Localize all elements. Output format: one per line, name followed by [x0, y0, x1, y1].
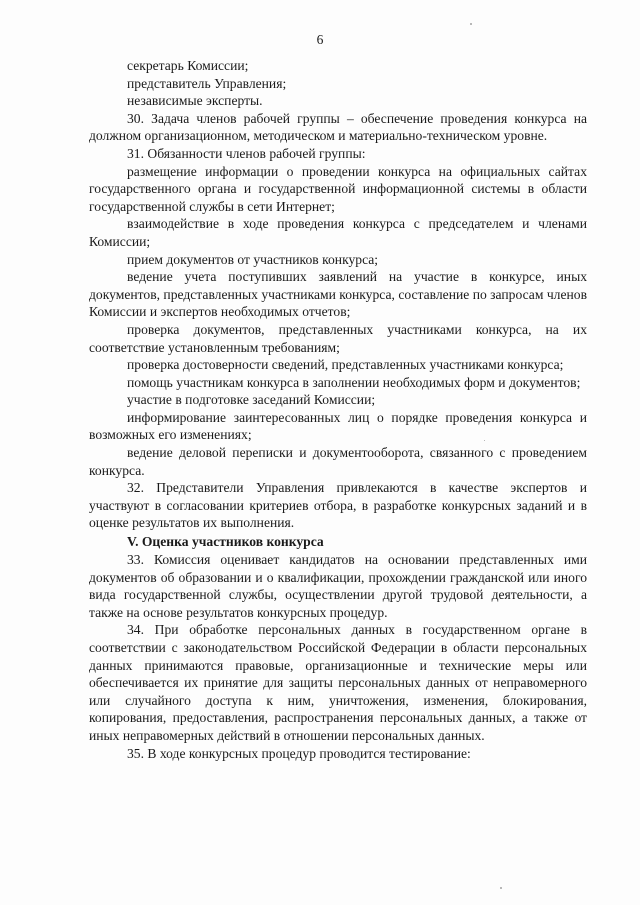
scan-speck: [500, 887, 502, 889]
paragraph: проверка достоверности сведений, представленных участниками конкурса;: [127, 357, 564, 373]
scan-speck: [484, 440, 485, 441]
paragraph: 33. Комиссия оценивает кандидатов на основании представленных ими документов об образовании и о квалификации, прохождении гражданской или иного вида государственной службы, осуществлении другой трудовой деятельности, а также на основе результатов конкурсных процедур.: [89, 552, 587, 620]
page-number: 6: [316, 32, 324, 47]
paragraph: 31. Обязанности членов рабочей группы:: [127, 145, 366, 161]
paragraph: ведение учета поступивших заявлений на участие в конкурсе, иных документов, представленных участниками конкурса, составление по запросам членов Комиссии и экспертов необходимых отчетов;: [89, 269, 587, 320]
paragraph: проверка документов, представленных участниками конкурса, на их соответствие установленным требованиям;: [89, 321, 587, 355]
paragraph: представитель Управления;: [127, 75, 287, 91]
paragraph: информирование заинтересованных лиц о порядке проведения конкурса и возможных его изменениях;: [89, 409, 587, 443]
section-heading: V. Оценка участников конкурса: [127, 534, 324, 550]
paragraph: помощь участникам конкурса в заполнении необходимых форм и документов;: [127, 374, 581, 390]
scan-speck: [470, 23, 472, 25]
paragraph: 32. Представители Управления привлекаются в качестве экспертов и участвуют в согласовании критериев отбора, в разработке конкурсных заданий и в оценке результатов их выполнения.: [89, 480, 587, 531]
paragraph: 35. В ходе конкурсных процедур проводится тестирование:: [127, 745, 471, 761]
document-body: [89, 57, 587, 762]
paragraph: участие в подготовке заседаний Комиссии;: [127, 392, 376, 408]
paragraph: прием документов от участников конкурса;: [127, 251, 379, 267]
paragraph: 30. Задача членов рабочей группы – обеспечение проведения конкурса на должном организационном, методическом и материально-техническом уровне.: [89, 110, 587, 144]
paragraph: 34. При обработке персональных данных в государственном органе в соответствии с законодательством Российской Федерации в области персональных данных принимаются правовые, организационные и технические меры или обеспечивается их принятие для защиты персональных данных от неправомерного или случайного доступа к ним, уничтожения, изменения, блокирования, копирования, предоставления, распространения персональных данных, а также от иных неправомерных действий в отношении персональных данных.: [89, 622, 587, 743]
paragraph: ведение деловой переписки и документооборота, связанного с проведением конкурса.: [89, 445, 587, 478]
paragraph: секретарь Комиссии;: [127, 58, 249, 73]
paragraph: размещение информации о проведении конкурса на официальных сайтах государственного органа и государственной информационной системы в области государственной службы в сети Интернет;: [89, 163, 587, 214]
paragraph: взаимодействие в ходе проведения конкурса с председателем и членами Комиссии;: [89, 216, 587, 249]
paragraph: независимые эксперты.: [127, 93, 263, 109]
